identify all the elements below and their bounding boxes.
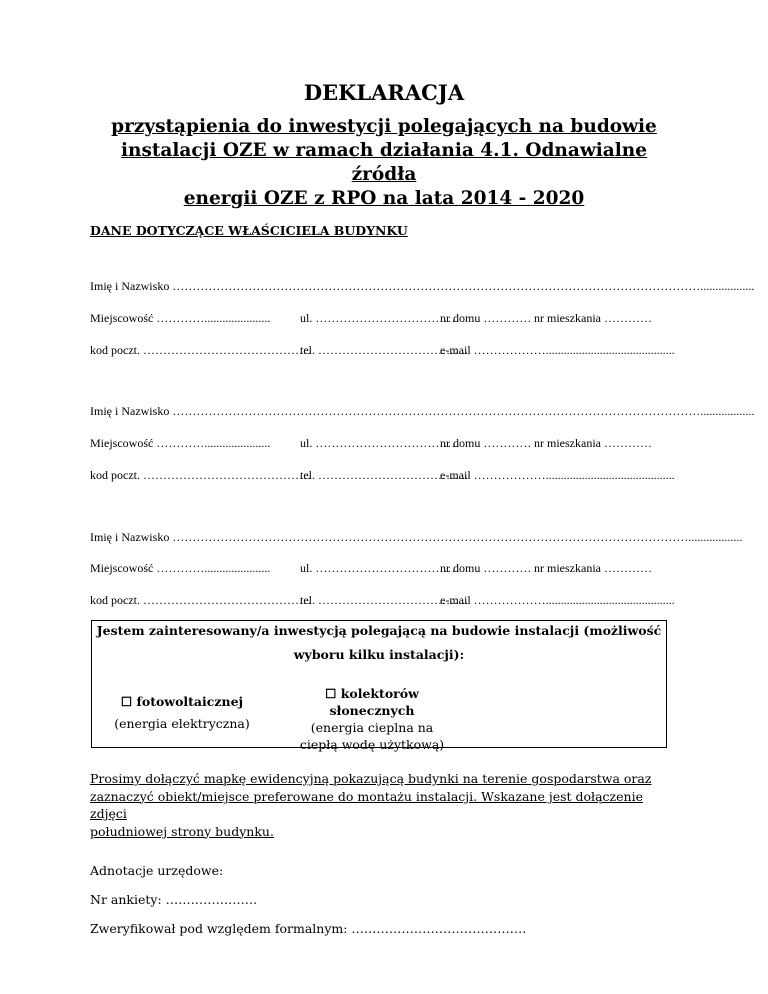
option-solar-collectors[interactable] bbox=[282, 685, 462, 753]
owner-2-name-line[interactable]: Imię i Nazwisko …………………………………………………………………………………………………………………….................. bbox=[90, 404, 755, 418]
owner-3-street-field[interactable]: ul. ……………………………… bbox=[300, 561, 460, 575]
subtitle-line-3: energii OZE z RPO na lata 2014 - 2020 bbox=[183, 188, 585, 209]
owner-1-email-field[interactable]: e-mail ………………........................................... bbox=[440, 343, 675, 357]
attachment-note bbox=[90, 770, 680, 840]
owner-1-phone-field[interactable]: tel. ……………………………….. bbox=[300, 343, 468, 357]
owner-1-name-line[interactable]: Imię i Nazwisko …………………………………………………………………………………………………………………….................. bbox=[90, 279, 755, 293]
section-heading: DANE DOTYCZĄCE WŁAŚCICIELA BUDYNKU bbox=[90, 223, 408, 238]
note-line-3: południowej strony budynku. bbox=[90, 823, 274, 839]
owner-2-house-field[interactable]: nr domu ………… bbox=[440, 436, 532, 450]
solar-desc-line-2: ciepłą wodę użytkową) bbox=[299, 737, 445, 752]
note-line-1: Prosimy dołączyć mapkę ewidencyjną pokazującą budynki na terenie gospodarstwa oraz bbox=[90, 771, 652, 786]
owner-2-flat-field[interactable]: nr mieszkania ………… bbox=[534, 436, 652, 450]
photovoltaic-desc: (energia elektryczna) bbox=[114, 716, 250, 731]
solar-label-line-2: słonecznych bbox=[329, 703, 415, 718]
owner-2-phone-field[interactable]: tel. ……………………………….. bbox=[300, 468, 468, 482]
subtitle bbox=[90, 115, 678, 211]
photovoltaic-checkbox-label[interactable]: ☐ fotowoltaicznej bbox=[120, 694, 244, 709]
survey-number-field[interactable]: Nr ankiety: …………………. bbox=[90, 892, 258, 907]
owner-3-name-line[interactable]: Imię i Nazwisko ………………………………………………………………………………………………………………….................. bbox=[90, 530, 743, 544]
owner-2-email-field[interactable]: e-mail ………………........................................... bbox=[440, 468, 675, 482]
owner-2-city-field[interactable]: Miejscowość …………...................... bbox=[90, 436, 271, 450]
annotations-heading: Adnotacje urzędowe: bbox=[90, 863, 224, 878]
solar-checkbox-label[interactable]: ☐ kolektorów bbox=[325, 686, 419, 701]
owner-3-email-field[interactable]: e-mail ………………........................................... bbox=[440, 593, 675, 607]
owner-3-phone-field[interactable]: tel. ……………………………….. bbox=[300, 593, 468, 607]
interest-box bbox=[91, 620, 667, 752]
verified-by-field[interactable]: Zweryfikował pod względem formalnym: …………………………………… bbox=[90, 921, 527, 936]
owner-1-city-field[interactable]: Miejscowość …………...................... bbox=[90, 311, 271, 325]
owner-3-flat-field[interactable]: nr mieszkania ………… bbox=[534, 561, 652, 575]
owner-3-postal-field[interactable]: kod poczt. …………………………………… bbox=[90, 593, 311, 607]
owner-1-street-field[interactable]: ul. ……………………………… bbox=[300, 311, 460, 325]
owner-2-street-field[interactable]: ul. ……………………………… bbox=[300, 436, 460, 450]
owner-1-postal-field[interactable]: kod poczt. …………………………………… bbox=[90, 343, 311, 357]
owner-1-house-field[interactable]: nr domu ………… bbox=[440, 311, 532, 325]
owner-3-house-field[interactable]: nr domu ………… bbox=[440, 561, 532, 575]
note-line-2: zaznaczyć obiekt/miejsce preferowane do montażu instalacji. Wskazane jest dołączenie zdjęci bbox=[90, 788, 643, 821]
owner-3-city-field[interactable]: Miejscowość …………...................... bbox=[90, 561, 271, 575]
solar-desc-line-1: (energia cieplna na bbox=[310, 720, 434, 735]
owner-2-postal-field[interactable]: kod poczt. …………………………………… bbox=[90, 468, 311, 482]
option-photovoltaic[interactable] bbox=[94, 693, 270, 732]
subtitle-line-2: instalacji OZE w ramach działania 4.1. Odnawialne źródła bbox=[120, 140, 648, 185]
interest-heading-line-1: Jestem zainteresowany/a inwestycją polegającą na budowie instalacji (możliwość bbox=[96, 623, 662, 638]
owner-1-flat-field[interactable]: nr mieszkania ………… bbox=[534, 311, 652, 325]
interest-heading-line-2: wyboru kilku instalacji): bbox=[293, 647, 465, 662]
page-title: DEKLARACJA bbox=[303, 80, 465, 105]
subtitle-line-1: przystąpienia do inwestycji polegających na budowie bbox=[111, 116, 657, 137]
